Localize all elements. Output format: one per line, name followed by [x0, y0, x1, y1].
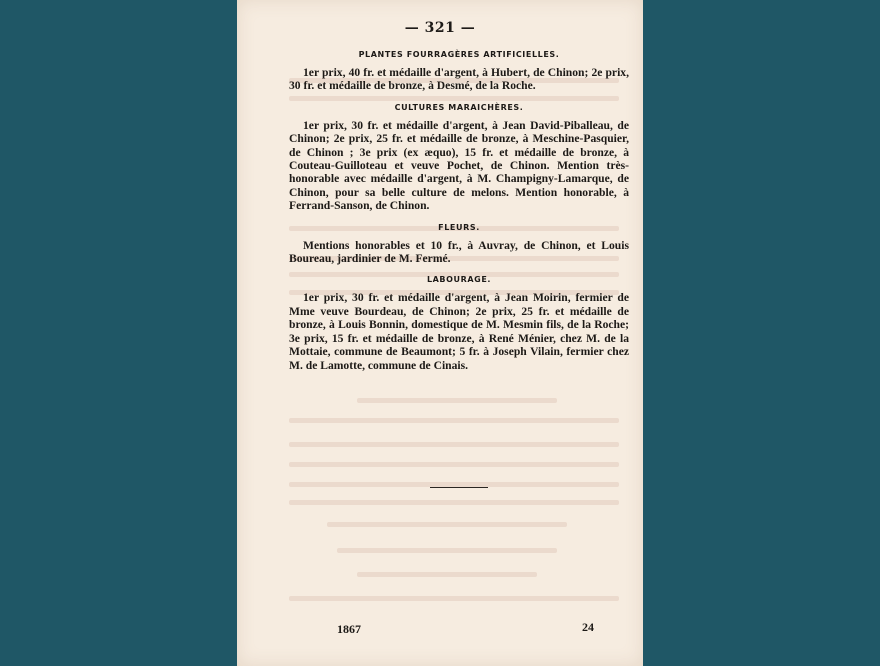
section-heading: FLEURS.: [438, 222, 480, 232]
book-page: [237, 0, 643, 666]
footer-signature-mark: 24: [582, 620, 594, 634]
section-heading: LABOURAGE.: [426, 275, 492, 285]
section-heading: PLANTES FOURRAGÈRES ARTIFICIELLES.: [358, 50, 560, 59]
section-fleurs: [289, 223, 629, 266]
section-cultures-maraicheres: [289, 103, 629, 213]
section-plantes-fourrageres: [289, 50, 629, 93]
section-heading: CULTURES MARAICHÈRES.: [394, 102, 524, 112]
section-text: 1er prix, 30 fr. et médaille d'argent, à Jean David-Piballeau, de Chinon; 2e prix, 25 fr. et médaille de bronze, à Meschine-Pasquier, de Chinon ; 3e prix (ex æquo), 15 fr. et médaille de bronze, à Couteau-Guilloteau et veuve Pochet, de Chinon. Mention très-honorable avec médaille d'argent, à M. Champigny-Lamarque, de Chinon, pour sa belle culture de melons. Mention honorable, à Ferrand-Sanson, de Chinon.: [289, 118, 629, 213]
footer-year: 1867: [337, 622, 361, 636]
section-labourage: [289, 275, 629, 371]
section-text: Mentions honorables et 10 fr., à Auvray, de Chinon, et Louis Boureau, jardinier de M. Fermé.: [289, 238, 629, 266]
page-number: — 321 —: [404, 20, 476, 36]
section-text: 1er prix, 30 fr. et médaille d'argent, à Jean Moirin, fermier de Mme veuve Bourdeau, de Chinon; 2e prix, 25 fr. et médaille de bronze, à Louis Bonnin, domestique de M. Mesmin fils, de la Roche; 3e prix, 15 fr. et médaille de bronze, à René Ménier, chez M. de la Mottaie, commune de Beaumont; 5 fr. à Joseph Vilain, fermier chez M. de Lamotte, commune de Cinais.: [289, 291, 629, 372]
page-content: [289, 50, 629, 382]
section-text: 1er prix, 40 fr. et médaille d'argent, à Hubert, de Chinon; 2e prix, 30 fr. et médaille de bronze, à Desmé, de la Roche.: [289, 66, 629, 93]
divider-rule: [430, 487, 488, 488]
